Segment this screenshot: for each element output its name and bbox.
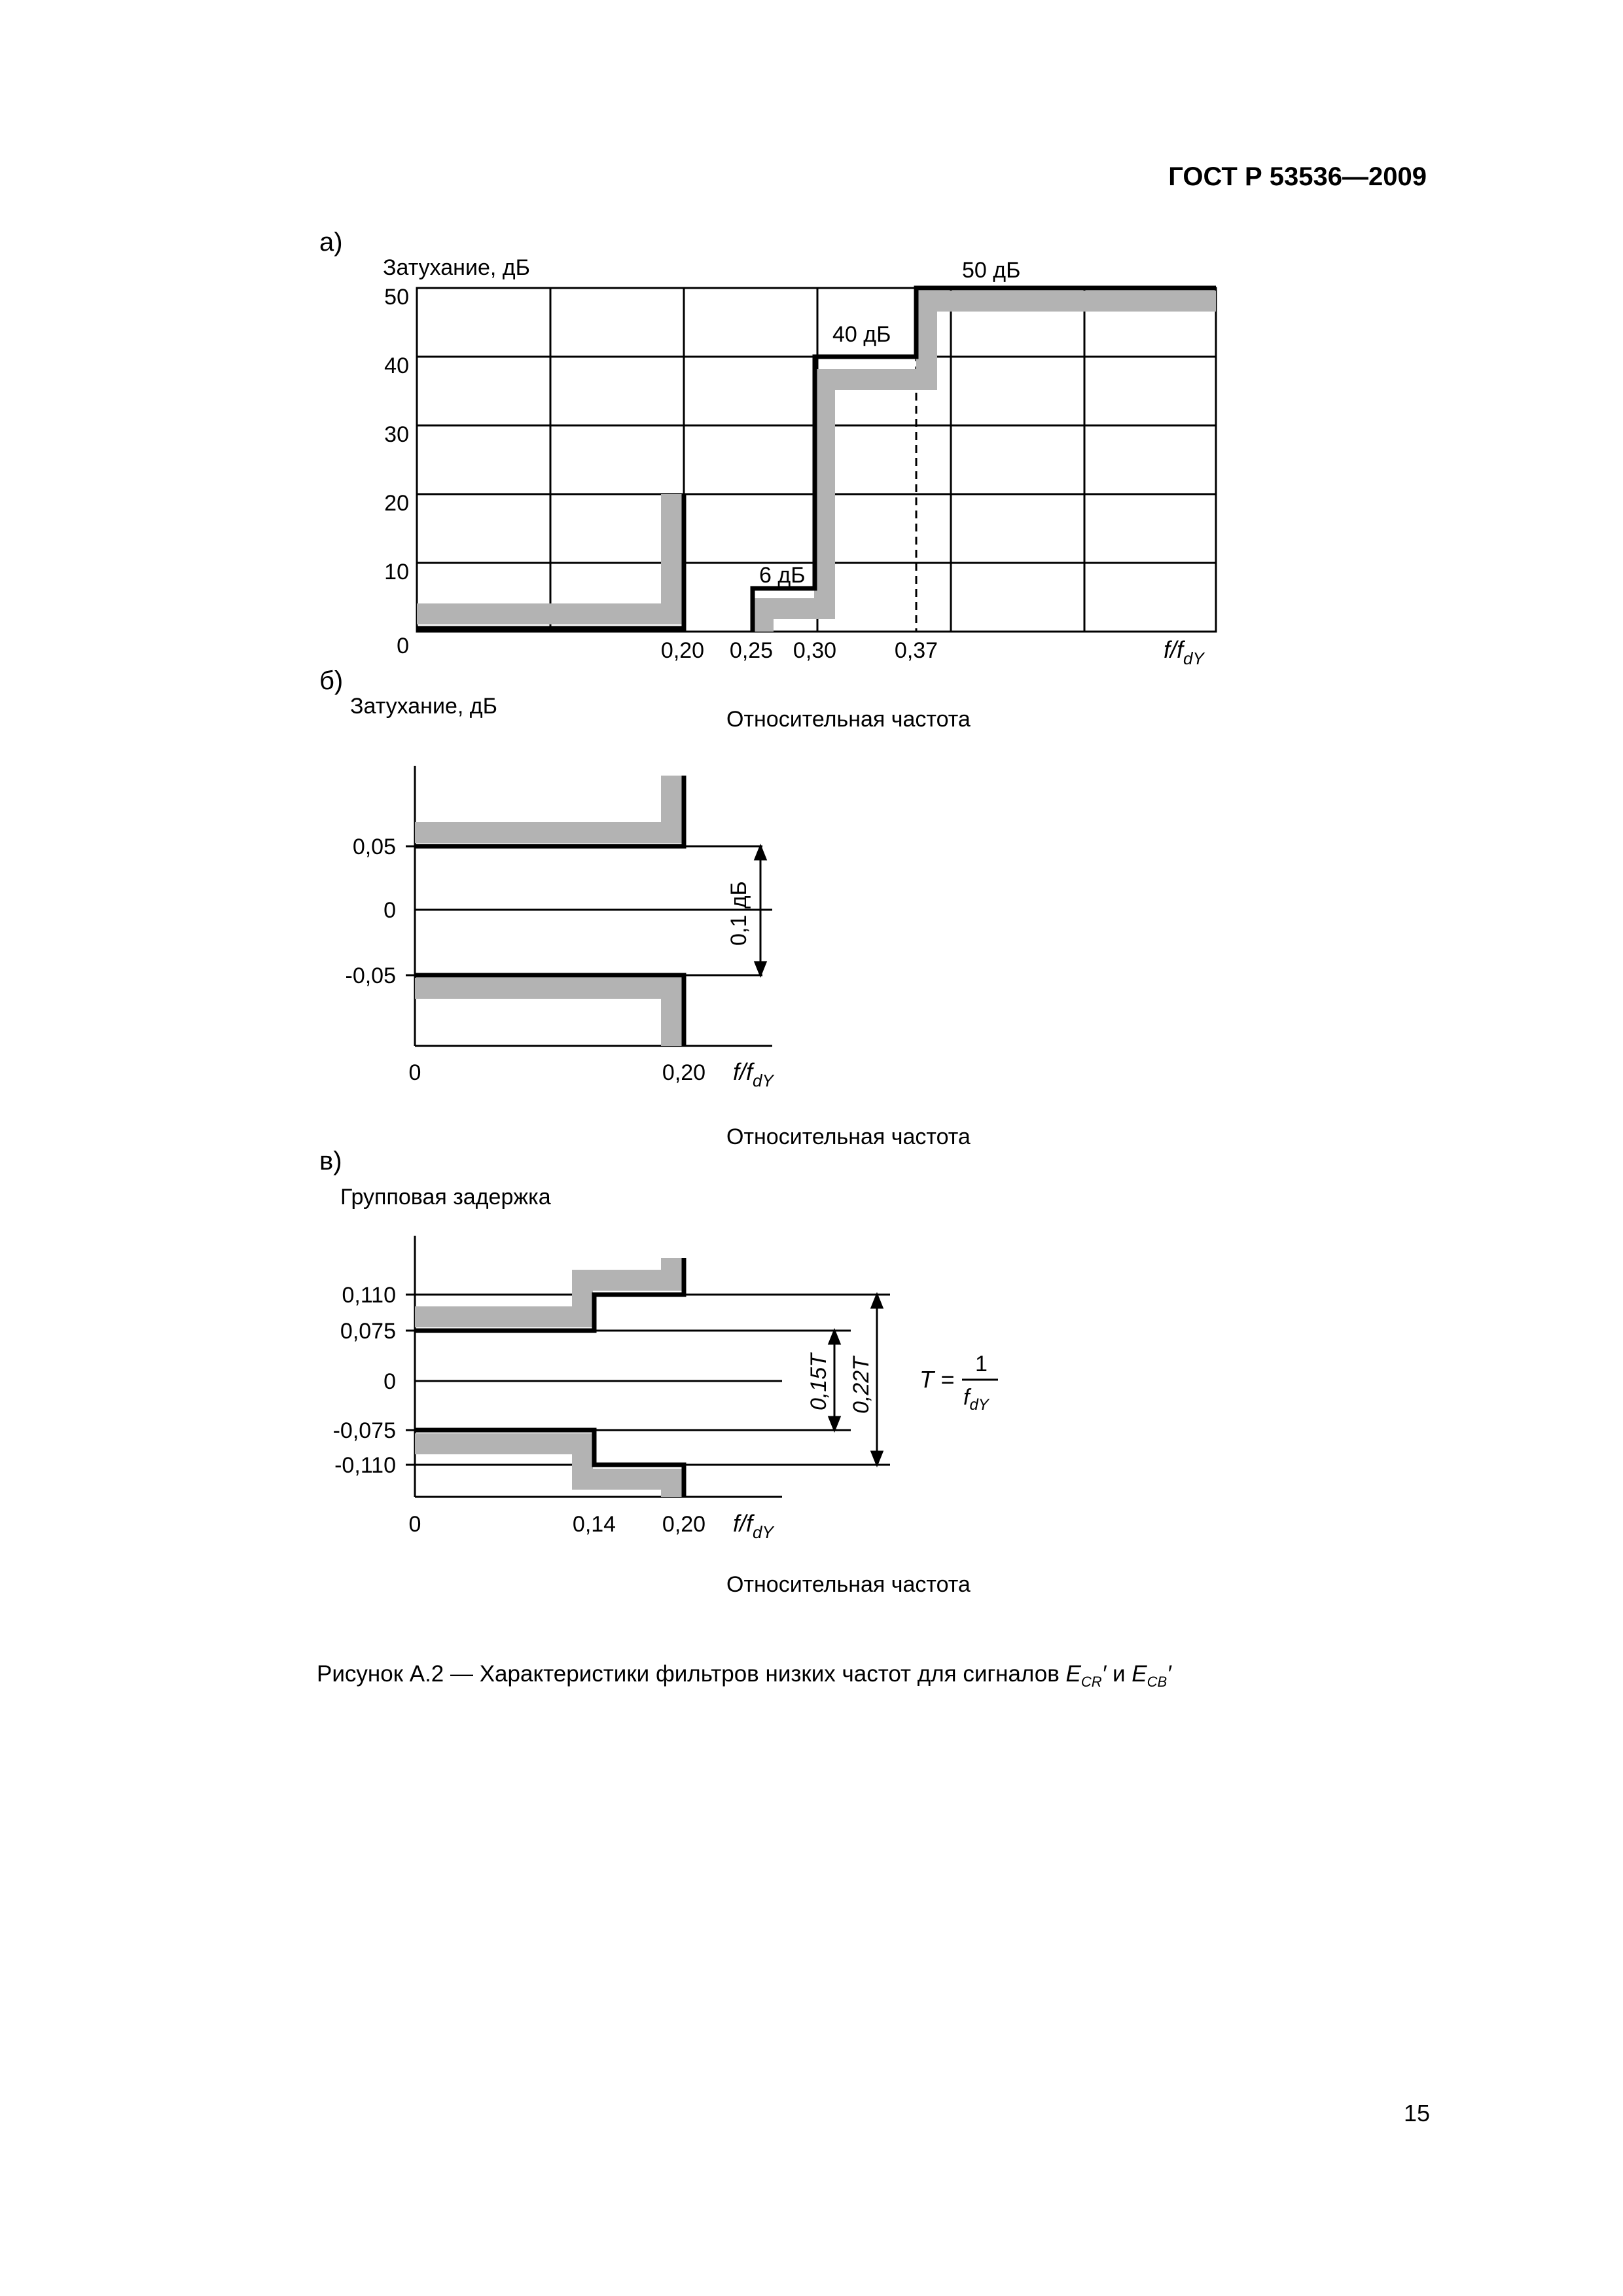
chart-a-xtick: 0,20 (660, 638, 705, 663)
chart-b-grey-lower (415, 988, 671, 1046)
panel-b-label: б) (319, 666, 344, 695)
chart-a-ytick: 0 (397, 634, 409, 658)
chart-a-xtick: 0,37 (894, 638, 938, 663)
chart-a (0, 0, 1623, 720)
chart-c-title-below: Относительная частота (726, 1572, 971, 1597)
chart-c-title-above: Относительная частота (726, 1124, 971, 1149)
chart-c (0, 1113, 1623, 1571)
chart-a-ytick: 30 (384, 422, 409, 447)
formula-lhs: T = (919, 1366, 955, 1393)
chart-a-grey-series-2 (763, 301, 1216, 632)
standard-header: ГОСТ Р 53536—2009 (1168, 162, 1427, 191)
chart-c-ylabel: Групповая задержка (340, 1185, 551, 1210)
figure-caption: Рисунок А.2 — Характеристики фильтров низких частот для сигналов $E_{CR}'$ и $E_{CB}'$ (317, 1661, 1171, 1690)
chart-b-title: Относительная частота (726, 707, 971, 732)
chart-a-ytick: 40 (384, 353, 409, 378)
chart-b-grey-upper (415, 776, 671, 833)
chart-c-xtick: 0,14 (572, 1512, 616, 1537)
formula-denominator: $f_{dY}$ (963, 1385, 989, 1414)
chart-c-ytick: 0 (383, 1369, 396, 1394)
chart-b-xlabel: $f/f_{dY}$ (733, 1058, 774, 1090)
chart-b-ytick: -0,05 (345, 963, 396, 988)
svg-text:f/fdY: $f/f_{dY}$ (1164, 636, 1204, 668)
chart-c-ytick: 0,110 (342, 1283, 396, 1308)
chart-c-ytick: -0,110 (334, 1453, 396, 1478)
chart-a-xtick: 0,30 (793, 638, 837, 663)
chart-c-span-label-1: 0,15T (806, 1354, 831, 1410)
chart-a-grey-series (417, 494, 671, 614)
chart-c-span-label-2: 0,22T (849, 1357, 874, 1414)
chart-c-grey-upper (415, 1258, 671, 1317)
chart-c-ytick: -0,075 (332, 1418, 396, 1443)
chart-a-ytick: 10 (384, 560, 409, 584)
chart-a-xlabel (1164, 636, 1205, 668)
chart-b-ylabel: Затухание, дБ (350, 694, 497, 719)
chart-c-grey-lower (415, 1444, 671, 1497)
chart-a-annot-50db: 50 дБ (962, 258, 1021, 283)
chart-c-xtick: 0 (408, 1512, 421, 1537)
chart-c-xtick: 0,20 (662, 1512, 706, 1537)
panel-a-label: а) (319, 228, 343, 257)
chart-a-ytick: 50 (384, 285, 409, 310)
formula-numerator: 1 (975, 1352, 988, 1376)
chart-c-xlabel: $f/f_{dY}$ (733, 1510, 774, 1542)
chart-b-ytick: 0,05 (352, 834, 396, 859)
chart-a-annot-40db: 40 дБ (832, 322, 891, 347)
chart-b-ytick: 0 (383, 898, 396, 923)
chart-c-ytick: 0,075 (340, 1319, 396, 1344)
chart-a-ylabel: Затухание, дБ (383, 255, 530, 280)
chart-a-xtick: 0,25 (729, 638, 774, 663)
chart-b-xtick: 0,20 (662, 1060, 706, 1085)
chart-b-span-label: 0,1 дБ (726, 881, 751, 946)
page-number: 15 (1403, 2100, 1430, 2126)
chart-a-annot-6db: 6 дБ (759, 563, 806, 588)
panel-c-label: в) (319, 1147, 342, 1175)
chart-a-ytick: 20 (384, 491, 409, 516)
chart-b-xtick: 0 (408, 1060, 421, 1085)
